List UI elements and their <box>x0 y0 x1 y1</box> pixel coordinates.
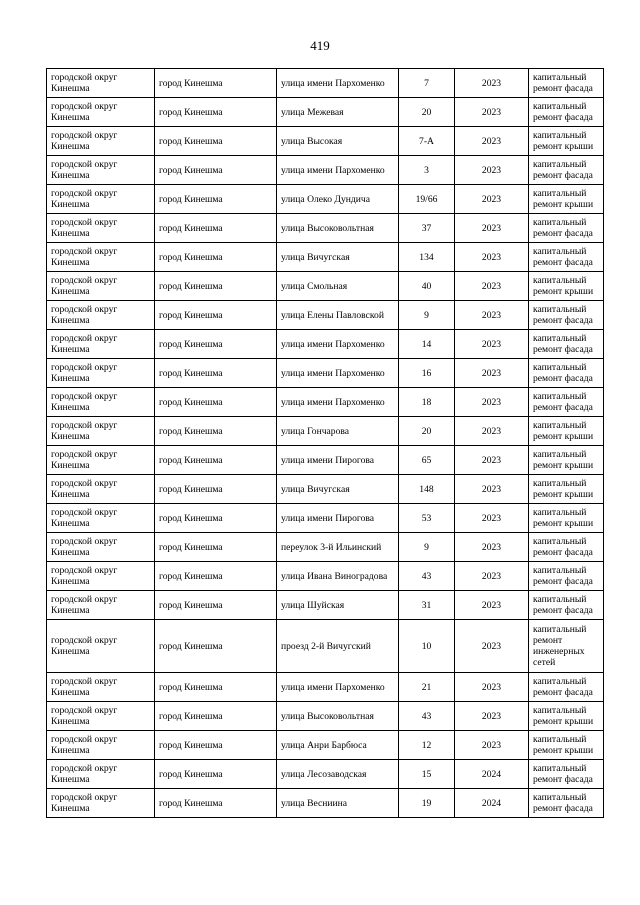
work-type-cell: капитальный ремонт крыши <box>529 731 604 760</box>
street-cell: улица Ивана Виноградова <box>277 562 399 591</box>
work-type-cell: капитальный ремонт крыши <box>529 272 604 301</box>
year-cell: 2023 <box>455 673 529 702</box>
year-cell: 2023 <box>455 417 529 446</box>
work-type-cell: капитальный ремонт крыши <box>529 504 604 533</box>
page-number: 419 <box>310 38 330 53</box>
year-cell: 2023 <box>455 533 529 562</box>
district-cell: городской округ Кинешма <box>47 330 155 359</box>
year-cell: 2023 <box>455 446 529 475</box>
city-cell: город Кинешма <box>155 789 277 818</box>
table-row <box>47 98 604 127</box>
house-number-cell: 20 <box>399 417 455 446</box>
year-cell: 2023 <box>455 620 529 673</box>
house-number-cell: 148 <box>399 475 455 504</box>
street-cell: улица имени Пархоменко <box>277 69 399 98</box>
work-type-cell: капитальный ремонт фасада <box>529 533 604 562</box>
street-cell: улица Высоковольтная <box>277 214 399 243</box>
table-row <box>47 562 604 591</box>
year-cell: 2023 <box>455 359 529 388</box>
table-row <box>47 673 604 702</box>
work-type-cell: капитальный ремонт фасада <box>529 789 604 818</box>
district-cell: городской округ Кинешма <box>47 446 155 475</box>
street-cell: улица имени Пархоменко <box>277 156 399 185</box>
city-cell: город Кинешма <box>155 69 277 98</box>
house-number-cell: 3 <box>399 156 455 185</box>
house-number-cell: 43 <box>399 562 455 591</box>
city-cell: город Кинешма <box>155 504 277 533</box>
house-number-cell: 16 <box>399 359 455 388</box>
city-cell: город Кинешма <box>155 702 277 731</box>
work-type-cell: капитальный ремонт фасада <box>529 243 604 272</box>
table-row <box>47 760 604 789</box>
street-cell: улица Елены Павловской <box>277 301 399 330</box>
house-number-cell: 12 <box>399 731 455 760</box>
street-cell: улица имени Пархоменко <box>277 673 399 702</box>
street-cell: переулок 3-й Ильинский <box>277 533 399 562</box>
city-cell: город Кинешма <box>155 475 277 504</box>
street-cell: улица Высоковольтная <box>277 702 399 731</box>
repair-registry-table <box>46 68 604 818</box>
district-cell: городской округ Кинешма <box>47 301 155 330</box>
year-cell: 2023 <box>455 127 529 156</box>
year-cell: 2023 <box>455 388 529 417</box>
work-type-cell: капитальный ремонт крыши <box>529 185 604 214</box>
year-cell: 2023 <box>455 243 529 272</box>
table-row <box>47 185 604 214</box>
district-cell: городской округ Кинешма <box>47 789 155 818</box>
district-cell: городской округ Кинешма <box>47 214 155 243</box>
street-cell: улица Весниина <box>277 789 399 818</box>
table-row <box>47 127 604 156</box>
year-cell: 2023 <box>455 301 529 330</box>
street-cell: улица Смольная <box>277 272 399 301</box>
house-number-cell: 10 <box>399 620 455 673</box>
house-number-cell: 43 <box>399 702 455 731</box>
city-cell: город Кинешма <box>155 388 277 417</box>
work-type-cell: капитальный ремонт инженерных сетей <box>529 620 604 673</box>
table-row <box>47 388 604 417</box>
house-number-cell: 19 <box>399 789 455 818</box>
year-cell: 2023 <box>455 702 529 731</box>
work-type-cell: капитальный ремонт фасада <box>529 301 604 330</box>
work-type-cell: капитальный ремонт фасада <box>529 330 604 359</box>
work-type-cell: капитальный ремонт фасада <box>529 69 604 98</box>
city-cell: город Кинешма <box>155 446 277 475</box>
street-cell: улица Анри Барбюса <box>277 731 399 760</box>
table-row <box>47 214 604 243</box>
street-cell: улица имени Пирогова <box>277 446 399 475</box>
street-cell: улица имени Пархоменко <box>277 330 399 359</box>
table-row <box>47 702 604 731</box>
city-cell: город Кинешма <box>155 417 277 446</box>
house-number-cell: 37 <box>399 214 455 243</box>
district-cell: городской округ Кинешма <box>47 417 155 446</box>
district-cell: городской округ Кинешма <box>47 673 155 702</box>
year-cell: 2023 <box>455 562 529 591</box>
district-cell: городской округ Кинешма <box>47 185 155 214</box>
house-number-cell: 134 <box>399 243 455 272</box>
district-cell: городской округ Кинешма <box>47 620 155 673</box>
house-number-cell: 9 <box>399 301 455 330</box>
district-cell: городской округ Кинешма <box>47 702 155 731</box>
district-cell: городской округ Кинешма <box>47 533 155 562</box>
work-type-cell: капитальный ремонт фасада <box>529 359 604 388</box>
district-cell: городской округ Кинешма <box>47 359 155 388</box>
house-number-cell: 40 <box>399 272 455 301</box>
work-type-cell: капитальный ремонт фасада <box>529 673 604 702</box>
street-cell: улица Гончарова <box>277 417 399 446</box>
house-number-cell: 31 <box>399 591 455 620</box>
work-type-cell: капитальный ремонт фасада <box>529 562 604 591</box>
district-cell: городской округ Кинешма <box>47 127 155 156</box>
work-type-cell: капитальный ремонт крыши <box>529 417 604 446</box>
street-cell: улица имени Пирогова <box>277 504 399 533</box>
district-cell: городской округ Кинешма <box>47 591 155 620</box>
district-cell: городской округ Кинешма <box>47 562 155 591</box>
year-cell: 2023 <box>455 731 529 760</box>
year-cell: 2024 <box>455 760 529 789</box>
district-cell: городской округ Кинешма <box>47 388 155 417</box>
work-type-cell: капитальный ремонт крыши <box>529 702 604 731</box>
work-type-cell: капитальный ремонт фасада <box>529 760 604 789</box>
year-cell: 2023 <box>455 591 529 620</box>
table-row <box>47 156 604 185</box>
table-row <box>47 475 604 504</box>
work-type-cell: капитальный ремонт фасада <box>529 98 604 127</box>
city-cell: город Кинешма <box>155 533 277 562</box>
house-number-cell: 19/66 <box>399 185 455 214</box>
city-cell: город Кинешма <box>155 272 277 301</box>
year-cell: 2023 <box>455 185 529 214</box>
house-number-cell: 7-А <box>399 127 455 156</box>
year-cell: 2023 <box>455 475 529 504</box>
district-cell: городской округ Кинешма <box>47 731 155 760</box>
city-cell: город Кинешма <box>155 156 277 185</box>
street-cell: улица Вичугская <box>277 243 399 272</box>
table-row <box>47 417 604 446</box>
year-cell: 2023 <box>455 330 529 359</box>
table-row <box>47 620 604 673</box>
table-row <box>47 591 604 620</box>
city-cell: город Кинешма <box>155 591 277 620</box>
city-cell: город Кинешма <box>155 760 277 789</box>
year-cell: 2023 <box>455 69 529 98</box>
year-cell: 2023 <box>455 272 529 301</box>
district-cell: городской округ Кинешма <box>47 760 155 789</box>
house-number-cell: 7 <box>399 69 455 98</box>
district-cell: городской округ Кинешма <box>47 272 155 301</box>
table-row <box>47 504 604 533</box>
table-row <box>47 301 604 330</box>
city-cell: город Кинешма <box>155 301 277 330</box>
city-cell: город Кинешма <box>155 731 277 760</box>
work-type-cell: капитальный ремонт фасада <box>529 388 604 417</box>
house-number-cell: 9 <box>399 533 455 562</box>
city-cell: город Кинешма <box>155 359 277 388</box>
district-cell: городской округ Кинешма <box>47 69 155 98</box>
street-cell: улица Шуйская <box>277 591 399 620</box>
table-row <box>47 243 604 272</box>
street-cell: улица Олеко Дундича <box>277 185 399 214</box>
city-cell: город Кинешма <box>155 620 277 673</box>
work-type-cell: капитальный ремонт крыши <box>529 475 604 504</box>
year-cell: 2023 <box>455 214 529 243</box>
city-cell: город Кинешма <box>155 214 277 243</box>
city-cell: город Кинешма <box>155 185 277 214</box>
city-cell: город Кинешма <box>155 127 277 156</box>
table-row <box>47 533 604 562</box>
year-cell: 2023 <box>455 504 529 533</box>
street-cell: проезд 2-й Вичугский <box>277 620 399 673</box>
table-row <box>47 446 604 475</box>
table-row <box>47 69 604 98</box>
district-cell: городской округ Кинешма <box>47 156 155 185</box>
street-cell: улица Вичугская <box>277 475 399 504</box>
street-cell: улица Лесозаводская <box>277 760 399 789</box>
house-number-cell: 65 <box>399 446 455 475</box>
city-cell: город Кинешма <box>155 243 277 272</box>
work-type-cell: капитальный ремонт крыши <box>529 127 604 156</box>
work-type-cell: капитальный ремонт фасада <box>529 156 604 185</box>
city-cell: город Кинешма <box>155 330 277 359</box>
house-number-cell: 53 <box>399 504 455 533</box>
district-cell: городской округ Кинешма <box>47 243 155 272</box>
work-type-cell: капитальный ремонт крыши <box>529 446 604 475</box>
district-cell: городской округ Кинешма <box>47 504 155 533</box>
table-row <box>47 330 604 359</box>
street-cell: улица имени Пархоменко <box>277 388 399 417</box>
district-cell: городской округ Кинешма <box>47 475 155 504</box>
table-row <box>47 272 604 301</box>
registry-body <box>47 69 604 818</box>
year-cell: 2023 <box>455 98 529 127</box>
table-row <box>47 731 604 760</box>
street-cell: улица имени Пархоменко <box>277 359 399 388</box>
city-cell: город Кинешма <box>155 562 277 591</box>
city-cell: город Кинешма <box>155 98 277 127</box>
house-number-cell: 15 <box>399 760 455 789</box>
year-cell: 2023 <box>455 156 529 185</box>
street-cell: улица Высокая <box>277 127 399 156</box>
work-type-cell: капитальный ремонт фасада <box>529 591 604 620</box>
table-row <box>47 789 604 818</box>
year-cell: 2024 <box>455 789 529 818</box>
house-number-cell: 18 <box>399 388 455 417</box>
city-cell: город Кинешма <box>155 673 277 702</box>
work-type-cell: капитальный ремонт фасада <box>529 214 604 243</box>
district-cell: городской округ Кинешма <box>47 98 155 127</box>
street-cell: улица Межевая <box>277 98 399 127</box>
house-number-cell: 14 <box>399 330 455 359</box>
table-row <box>47 359 604 388</box>
house-number-cell: 21 <box>399 673 455 702</box>
house-number-cell: 20 <box>399 98 455 127</box>
